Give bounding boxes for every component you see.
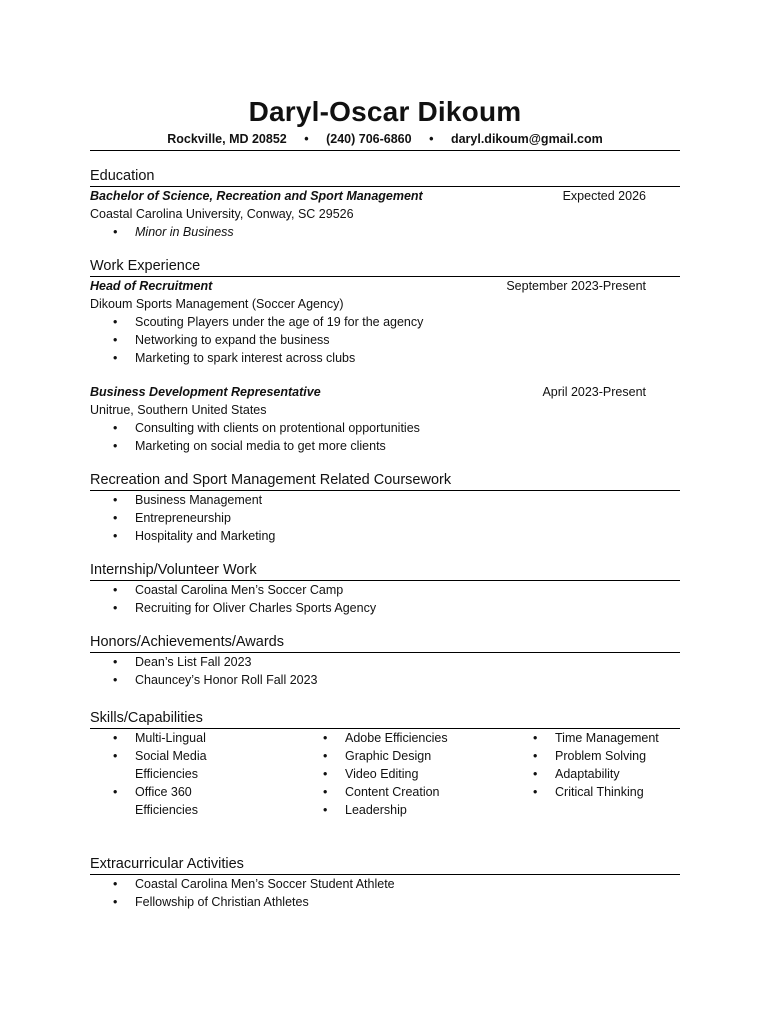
list-item: • Scouting Players under the age of 19 for the agency <box>90 313 680 331</box>
honors-list <box>90 653 680 689</box>
resume-page <box>90 95 680 911</box>
extracurricular-list <box>90 875 680 911</box>
skills-column-3 <box>510 729 680 819</box>
contact-separator: • <box>429 132 434 146</box>
skills-column-2 <box>300 729 510 819</box>
education-degree-row <box>90 187 680 205</box>
list-item: • Business Management <box>90 491 680 509</box>
job-bullets <box>90 313 680 367</box>
degree-date: Expected 2026 <box>562 189 646 203</box>
job-org: Dikoum Sports Management (Soccer Agency) <box>90 297 344 311</box>
list-item: • Chauncey’s Honor Roll Fall 2023 <box>90 671 680 689</box>
contact-separator: • <box>304 132 309 146</box>
job-row <box>90 383 680 401</box>
job-date: September 2023-Present <box>506 279 646 293</box>
list-item: • Multi-Lingual <box>90 729 300 747</box>
coursework-list <box>90 491 680 545</box>
job-org: Unitrue, Southern United States <box>90 403 267 417</box>
school-name: Coastal Carolina University, Conway, SC 29526 <box>90 207 354 221</box>
list-item: • Problem Solving <box>510 747 680 765</box>
section-title-coursework: Recreation and Sport Management Related Coursework <box>90 471 680 491</box>
list-item: • Networking to expand the business <box>90 331 680 349</box>
list-item: • Minor in Business <box>90 223 680 241</box>
list-item: • Hospitality and Marketing <box>90 527 680 545</box>
email-text: daryl.dikoum@gmail.com <box>450 132 603 146</box>
list-item: • Critical Thinking <box>510 783 680 801</box>
skills-columns <box>90 729 680 819</box>
list-item: • Marketing on social media to get more clients <box>90 437 680 455</box>
list-item: • Fellowship of Christian Athletes <box>90 893 680 911</box>
list-item: • Leadership <box>300 801 510 819</box>
list-item: • Content Creation <box>300 783 510 801</box>
section-title-honors: Honors/Achievements/Awards <box>90 633 680 653</box>
header-divider <box>90 150 680 151</box>
education-bullets <box>90 223 680 241</box>
job-role: Business Development Representative <box>90 385 321 399</box>
list-item: • Video Editing <box>300 765 510 783</box>
degree-title: Bachelor of Science, Recreation and Sport Management <box>90 189 423 203</box>
list-item: • Graphic Design <box>300 747 510 765</box>
list-item: • Social Media Efficiencies <box>90 747 225 783</box>
list-item: • Recruiting for Oliver Charles Sports Agency <box>90 599 680 617</box>
list-item: • Office 360 Efficiencies <box>90 783 225 819</box>
list-item: • Adobe Efficiencies <box>300 729 510 747</box>
list-item: • Entrepreneurship <box>90 509 680 527</box>
section-title-education: Education <box>90 167 680 187</box>
location-text: Rockville, MD 20852 <box>167 132 287 146</box>
section-title-extracurricular: Extracurricular Activities <box>90 855 680 875</box>
list-item: • Time Management <box>510 729 680 747</box>
list-item: • Marketing to spark interest across clubs <box>90 349 680 367</box>
section-title-skills: Skills/Capabilities <box>90 709 680 729</box>
list-item: • Coastal Carolina Men’s Soccer Student Athlete <box>90 875 680 893</box>
contact-line <box>90 131 680 147</box>
spacer <box>90 367 680 383</box>
list-item: • Dean’s List Fall 2023 <box>90 653 680 671</box>
section-title-internship: Internship/Volunteer Work <box>90 561 680 581</box>
phone-text: (240) 706-6860 <box>326 132 412 146</box>
job-bullets <box>90 419 680 455</box>
candidate-name: Daryl-Oscar Dikoum <box>248 96 522 127</box>
list-item: • Adaptability <box>510 765 680 783</box>
job-row <box>90 277 680 295</box>
job-role: Head of Recruitment <box>90 279 213 293</box>
section-title-work: Work Experience <box>90 257 680 277</box>
job-date: April 2023-Present <box>542 385 646 399</box>
skills-column-1 <box>90 729 300 819</box>
list-item: • Consulting with clients on protentional opportunities <box>90 419 680 437</box>
internship-list <box>90 581 680 617</box>
list-item: • Coastal Carolina Men’s Soccer Camp <box>90 581 680 599</box>
